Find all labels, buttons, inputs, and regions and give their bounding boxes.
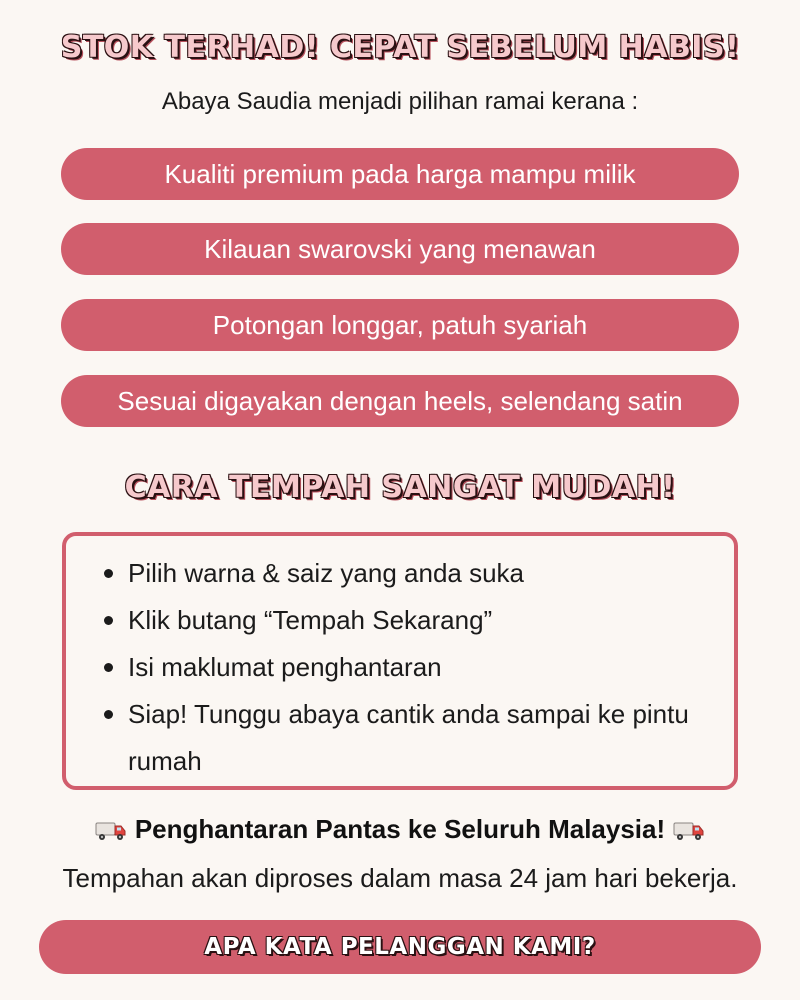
bullet-icon — [104, 569, 113, 578]
benefit-pill-cut: Potongan longgar, patuh syariah — [61, 299, 739, 351]
benefit-pill-quality: Kualiti premium pada harga mampu milik — [61, 148, 739, 200]
bullet-icon — [104, 710, 113, 719]
delivery-truck-icon — [673, 819, 705, 841]
benefit-pill-swarovski: Kilauan swarovski yang menawan — [61, 223, 739, 275]
processing-note: Tempahan akan diproses dalam masa 24 jam hari bekerja. — [62, 863, 738, 893]
list-item — [104, 550, 714, 597]
list-item — [104, 644, 714, 691]
delivery-banner — [0, 814, 800, 845]
list-item — [104, 597, 714, 644]
list-item — [104, 691, 714, 785]
testimonials-button[interactable]: APA KATA PELANGGAN KAMI? — [39, 920, 761, 974]
delivery-truck-icon — [95, 819, 127, 841]
step-text: Isi maklumat penghantaran — [128, 652, 442, 682]
bullet-icon — [104, 616, 113, 625]
order-steps-list — [66, 536, 734, 785]
headline-limited-stock: STOK TERHAD! CEPAT SEBELUM HABIS! — [60, 30, 740, 65]
headline-how-to-order: CARA TEMPAH SANGAT MUDAH! — [124, 470, 676, 505]
benefit-pill-style: Sesuai digayakan dengan heels, selendang satin — [61, 375, 739, 427]
step-text: Klik butang “Tempah Sekarang” — [128, 605, 493, 635]
order-steps-box — [62, 532, 738, 790]
intro-text: Abaya Saudia menjadi pilihan ramai kerana : — [161, 88, 639, 115]
step-text: Pilih warna & saiz yang anda suka — [128, 558, 525, 588]
bullet-icon — [104, 663, 113, 672]
step-text: Siap! Tunggu abaya cantik anda sampai ke pintu rumah — [128, 699, 689, 776]
delivery-text: Penghantaran Pantas ke Seluruh Malaysia! — [134, 814, 666, 844]
